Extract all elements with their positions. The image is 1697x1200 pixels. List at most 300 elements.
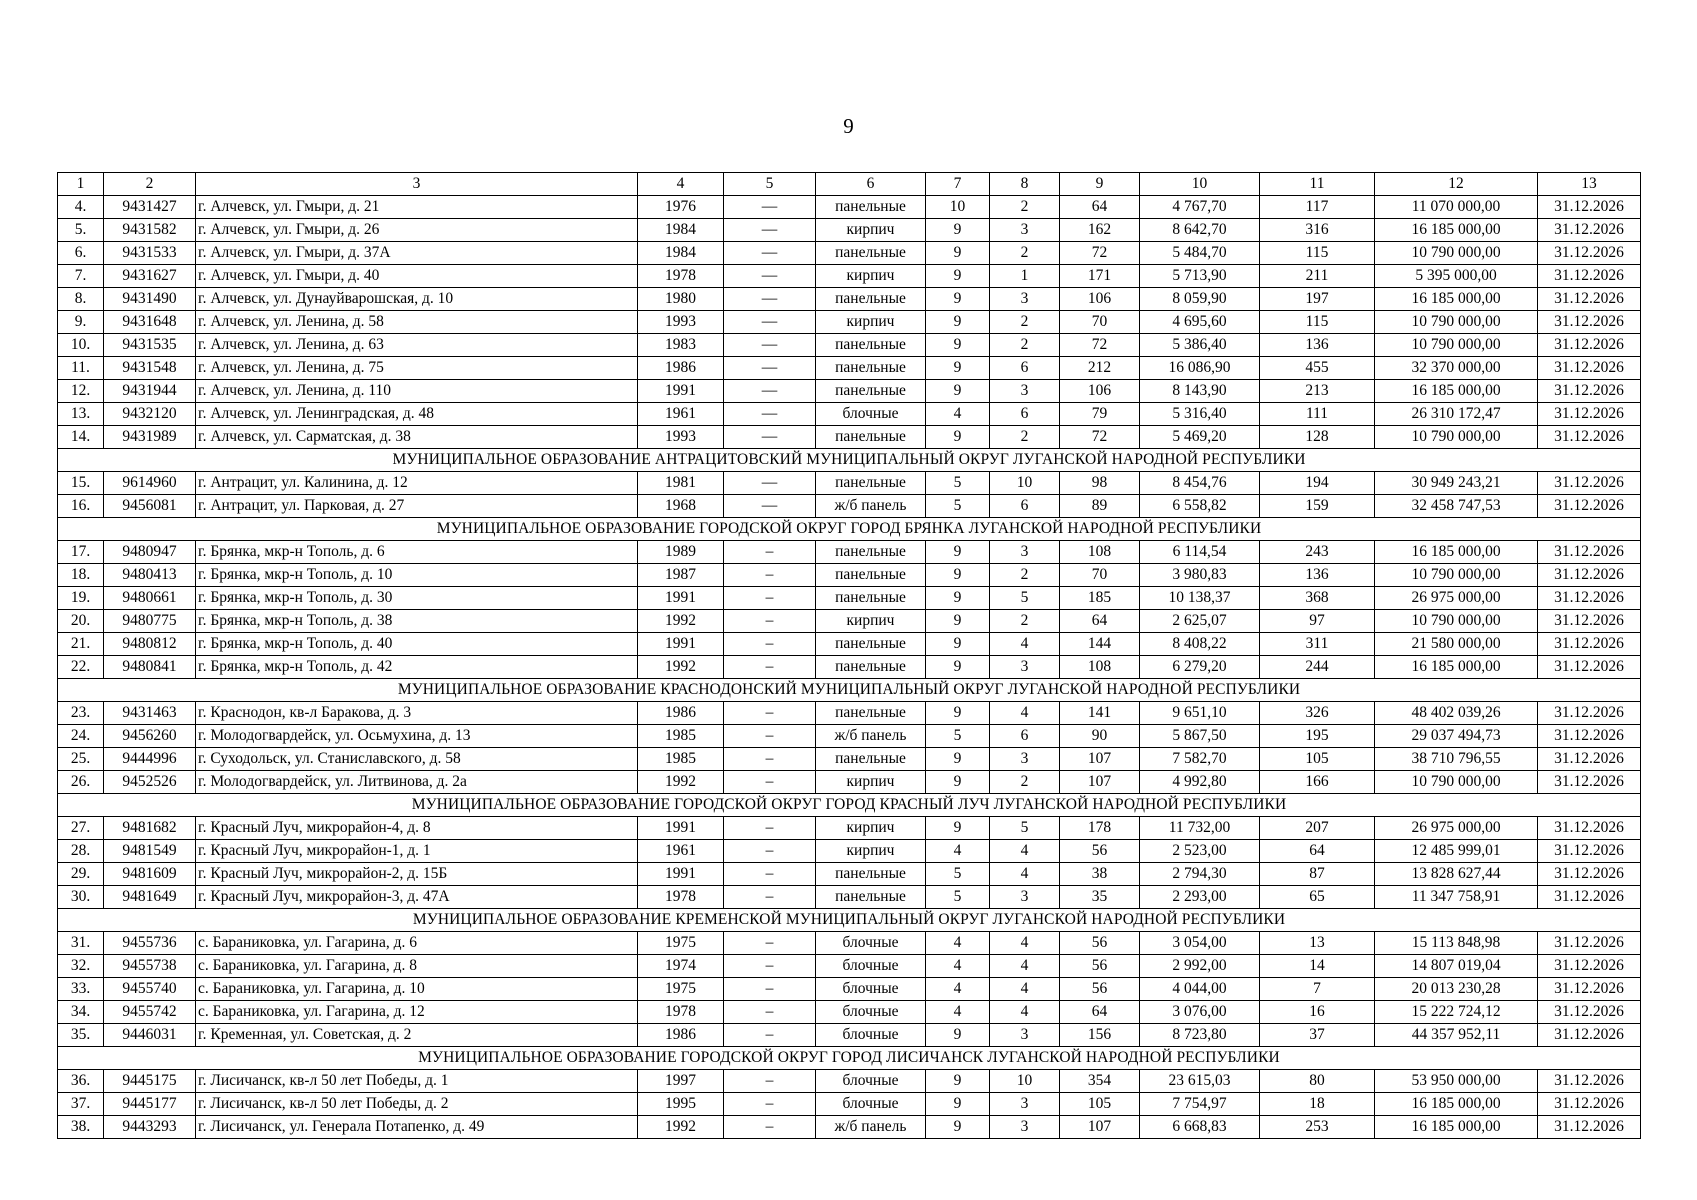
- object-code-cell: 9455742: [104, 1001, 196, 1024]
- address-cell: г. Алчевск, ул. Гмыри, д. 37А: [196, 242, 638, 265]
- page-number: 9: [843, 114, 854, 138]
- address-cell: г. Лисичанск, кв-л 50 лет Победы, д. 2: [196, 1093, 638, 1116]
- object-code-cell: 9445175: [104, 1070, 196, 1093]
- column-header: 9: [1060, 173, 1140, 196]
- table-row: [58, 978, 1641, 1001]
- build-year-cell: 1978: [638, 1001, 724, 1024]
- area-cell: 8 059,90: [1140, 288, 1260, 311]
- area-cell: 4 767,70: [1140, 196, 1260, 219]
- column-header: 1: [58, 173, 104, 196]
- object-code-cell: 9480841: [104, 656, 196, 679]
- column-5-cell: –: [724, 633, 816, 656]
- build-year-cell: 1975: [638, 932, 724, 955]
- floors-cell: 4: [926, 403, 990, 426]
- area-cell: 7 582,70: [1140, 748, 1260, 771]
- apartments-cell: 72: [1060, 334, 1140, 357]
- table-row: [58, 334, 1641, 357]
- section-title: МУНИЦИПАЛЬНОЕ ОБРАЗОВАНИЕ ГОРОДСКОЙ ОКРУГ ГОРОД ЛИСИЧАНСК ЛУГАНСКОЙ НАРОДНОЙ РЕСПУБЛИКИ: [58, 1047, 1641, 1070]
- row-number-cell: 25.: [58, 748, 104, 771]
- section-row: [58, 794, 1641, 817]
- apartments-cell: 35: [1060, 886, 1140, 909]
- build-year-cell: 1986: [638, 1024, 724, 1047]
- wall-material-cell: ж/б панель: [816, 1116, 926, 1139]
- address-cell: г. Суходольск, ул. Станиславского, д. 58: [196, 748, 638, 771]
- object-code-cell: 9481609: [104, 863, 196, 886]
- entrances-cell: 4: [990, 932, 1060, 955]
- object-code-cell: 9431490: [104, 288, 196, 311]
- object-code-cell: 9443293: [104, 1116, 196, 1139]
- column-5-cell: –: [724, 1024, 816, 1047]
- row-number-cell: 7.: [58, 265, 104, 288]
- apartments-cell: 141: [1060, 702, 1140, 725]
- object-code-cell: 9431944: [104, 380, 196, 403]
- apartments-cell: 212: [1060, 357, 1140, 380]
- table-row: [58, 403, 1641, 426]
- area-cell: 5 386,40: [1140, 334, 1260, 357]
- object-code-cell: 9455738: [104, 955, 196, 978]
- column-5-cell: –: [724, 702, 816, 725]
- floors-cell: 9: [926, 242, 990, 265]
- area-cell: 3 054,00: [1140, 932, 1260, 955]
- cost-cell: 21 580 000,00: [1375, 633, 1538, 656]
- wall-material-cell: кирпич: [816, 311, 926, 334]
- table-row: [58, 265, 1641, 288]
- cost-cell: 15 113 848,98: [1375, 932, 1538, 955]
- deadline-cell: 31.12.2026: [1538, 725, 1641, 748]
- object-code-cell: 9431535: [104, 334, 196, 357]
- area-cell: 8 454,76: [1140, 472, 1260, 495]
- floors-cell: 9: [926, 748, 990, 771]
- build-year-cell: 1992: [638, 656, 724, 679]
- floors-cell: 9: [926, 587, 990, 610]
- table-row: [58, 242, 1641, 265]
- wall-material-cell: ж/б панель: [816, 725, 926, 748]
- floors-cell: 5: [926, 725, 990, 748]
- table-row: [58, 311, 1641, 334]
- wall-material-cell: панельные: [816, 633, 926, 656]
- wall-material-cell: кирпич: [816, 265, 926, 288]
- floors-cell: 9: [926, 265, 990, 288]
- table-row: [58, 219, 1641, 242]
- deadline-cell: 31.12.2026: [1538, 817, 1641, 840]
- row-number-cell: 36.: [58, 1070, 104, 1093]
- apartments-cell: 64: [1060, 1001, 1140, 1024]
- deadline-cell: 31.12.2026: [1538, 380, 1641, 403]
- object-code-cell: 9444996: [104, 748, 196, 771]
- entrances-cell: 3: [990, 1024, 1060, 1047]
- deadline-cell: 31.12.2026: [1538, 426, 1641, 449]
- residents-cell: 13: [1260, 932, 1375, 955]
- cost-cell: 16 185 000,00: [1375, 1116, 1538, 1139]
- address-cell: г. Алчевск, ул. Сарматская, д. 38: [196, 426, 638, 449]
- area-cell: 8 143,90: [1140, 380, 1260, 403]
- wall-material-cell: блочные: [816, 978, 926, 1001]
- apartments-cell: 56: [1060, 955, 1140, 978]
- column-header: 12: [1375, 173, 1538, 196]
- entrances-cell: 3: [990, 656, 1060, 679]
- residents-cell: 243: [1260, 541, 1375, 564]
- table-row: [58, 886, 1641, 909]
- row-number-cell: 24.: [58, 725, 104, 748]
- floors-cell: 9: [926, 288, 990, 311]
- address-cell: с. Бараниковка, ул. Гагарина, д. 8: [196, 955, 638, 978]
- deadline-cell: 31.12.2026: [1538, 587, 1641, 610]
- deadline-cell: 31.12.2026: [1538, 656, 1641, 679]
- table-row: [58, 587, 1641, 610]
- area-cell: 3 076,00: [1140, 1001, 1260, 1024]
- entrances-cell: 3: [990, 288, 1060, 311]
- build-year-cell: 1991: [638, 380, 724, 403]
- section-row: [58, 449, 1641, 472]
- wall-material-cell: панельные: [816, 334, 926, 357]
- address-cell: г. Молодогвардейск, ул. Литвинова, д. 2а: [196, 771, 638, 794]
- address-cell: г. Брянка, мкр-н Тополь, д. 40: [196, 633, 638, 656]
- entrances-cell: 2: [990, 334, 1060, 357]
- cost-cell: 48 402 039,26: [1375, 702, 1538, 725]
- entrances-cell: 3: [990, 380, 1060, 403]
- apartments-cell: 108: [1060, 656, 1140, 679]
- wall-material-cell: кирпич: [816, 817, 926, 840]
- wall-material-cell: блочные: [816, 1070, 926, 1093]
- section-row: [58, 1047, 1641, 1070]
- wall-material-cell: панельные: [816, 541, 926, 564]
- deadline-cell: 31.12.2026: [1538, 472, 1641, 495]
- column-header: 2: [104, 173, 196, 196]
- entrances-cell: 2: [990, 771, 1060, 794]
- column-5-cell: –: [724, 587, 816, 610]
- deadline-cell: 31.12.2026: [1538, 978, 1641, 1001]
- build-year-cell: 1983: [638, 334, 724, 357]
- cost-cell: 26 975 000,00: [1375, 817, 1538, 840]
- cost-cell: 26 975 000,00: [1375, 587, 1538, 610]
- apartments-cell: 178: [1060, 817, 1140, 840]
- column-header: 3: [196, 173, 638, 196]
- floors-cell: 9: [926, 702, 990, 725]
- column-header: 5: [724, 173, 816, 196]
- deadline-cell: 31.12.2026: [1538, 1116, 1641, 1139]
- apartments-cell: 144: [1060, 633, 1140, 656]
- apartments-cell: 89: [1060, 495, 1140, 518]
- row-number-cell: 29.: [58, 863, 104, 886]
- floors-cell: 5: [926, 886, 990, 909]
- column-5-cell: –: [724, 886, 816, 909]
- section-row: [58, 909, 1641, 932]
- area-cell: 11 732,00: [1140, 817, 1260, 840]
- column-5-cell: –: [724, 1070, 816, 1093]
- address-cell: г. Антрацит, ул. Калинина, д. 12: [196, 472, 638, 495]
- build-year-cell: 1991: [638, 817, 724, 840]
- address-cell: г. Молодогвардейск, ул. Осьмухина, д. 13: [196, 725, 638, 748]
- apartments-cell: 354: [1060, 1070, 1140, 1093]
- floors-cell: 9: [926, 1116, 990, 1139]
- cost-cell: 10 790 000,00: [1375, 771, 1538, 794]
- column-5-cell: —: [724, 357, 816, 380]
- section-row: [58, 679, 1641, 702]
- row-number-cell: 30.: [58, 886, 104, 909]
- row-number-cell: 20.: [58, 610, 104, 633]
- cost-cell: 10 790 000,00: [1375, 242, 1538, 265]
- entrances-cell: 4: [990, 955, 1060, 978]
- build-year-cell: 1978: [638, 886, 724, 909]
- cost-cell: 20 013 230,28: [1375, 978, 1538, 1001]
- residents-cell: 136: [1260, 334, 1375, 357]
- floors-cell: 9: [926, 426, 990, 449]
- row-number-cell: 21.: [58, 633, 104, 656]
- wall-material-cell: панельные: [816, 380, 926, 403]
- object-code-cell: 9445177: [104, 1093, 196, 1116]
- floors-cell: 9: [926, 633, 990, 656]
- apartments-cell: 64: [1060, 610, 1140, 633]
- build-year-cell: 1989: [638, 541, 724, 564]
- deadline-cell: 31.12.2026: [1538, 265, 1641, 288]
- deadline-cell: 31.12.2026: [1538, 702, 1641, 725]
- area-cell: 5 484,70: [1140, 242, 1260, 265]
- column-5-cell: –: [724, 932, 816, 955]
- residents-cell: 195: [1260, 725, 1375, 748]
- column-5-cell: —: [724, 242, 816, 265]
- area-cell: 8 408,22: [1140, 633, 1260, 656]
- apartments-cell: 56: [1060, 978, 1140, 1001]
- row-number-cell: 12.: [58, 380, 104, 403]
- row-number-cell: 11.: [58, 357, 104, 380]
- cost-cell: 30 949 243,21: [1375, 472, 1538, 495]
- deadline-cell: 31.12.2026: [1538, 840, 1641, 863]
- build-year-cell: 1986: [638, 702, 724, 725]
- table-row: [58, 1070, 1641, 1093]
- column-5-cell: —: [724, 403, 816, 426]
- build-year-cell: 1986: [638, 357, 724, 380]
- apartments-cell: 105: [1060, 1093, 1140, 1116]
- deadline-cell: 31.12.2026: [1538, 1093, 1641, 1116]
- apartments-cell: 70: [1060, 564, 1140, 587]
- apartments-cell: 107: [1060, 1116, 1140, 1139]
- wall-material-cell: блочные: [816, 1093, 926, 1116]
- cost-cell: 53 950 000,00: [1375, 1070, 1538, 1093]
- wall-material-cell: панельные: [816, 196, 926, 219]
- row-number-cell: 33.: [58, 978, 104, 1001]
- residents-cell: 97: [1260, 610, 1375, 633]
- build-year-cell: 1984: [638, 242, 724, 265]
- cost-cell: 10 790 000,00: [1375, 311, 1538, 334]
- object-code-cell: 9446031: [104, 1024, 196, 1047]
- wall-material-cell: блочные: [816, 403, 926, 426]
- object-code-cell: 9431627: [104, 265, 196, 288]
- entrances-cell: 3: [990, 541, 1060, 564]
- floors-cell: 9: [926, 380, 990, 403]
- cost-cell: 16 185 000,00: [1375, 219, 1538, 242]
- build-year-cell: 1992: [638, 610, 724, 633]
- table-row: [58, 1001, 1641, 1024]
- row-number-cell: 35.: [58, 1024, 104, 1047]
- cost-cell: 5 395 000,00: [1375, 265, 1538, 288]
- floors-cell: 4: [926, 840, 990, 863]
- cost-cell: 13 828 627,44: [1375, 863, 1538, 886]
- object-code-cell: 9481549: [104, 840, 196, 863]
- residents-cell: 207: [1260, 817, 1375, 840]
- address-cell: г. Брянка, мкр-н Тополь, д. 38: [196, 610, 638, 633]
- table-row: [58, 771, 1641, 794]
- table-row: [58, 817, 1641, 840]
- wall-material-cell: панельные: [816, 863, 926, 886]
- residents-cell: 128: [1260, 426, 1375, 449]
- residents-cell: 80: [1260, 1070, 1375, 1093]
- row-number-cell: 32.: [58, 955, 104, 978]
- residents-cell: 37: [1260, 1024, 1375, 1047]
- residents-cell: 87: [1260, 863, 1375, 886]
- entrances-cell: 10: [990, 1070, 1060, 1093]
- build-year-cell: 1987: [638, 564, 724, 587]
- object-code-cell: 9456260: [104, 725, 196, 748]
- build-year-cell: 1985: [638, 748, 724, 771]
- table-row: [58, 426, 1641, 449]
- column-header: 10: [1140, 173, 1260, 196]
- table-row: [58, 196, 1641, 219]
- column-header: 11: [1260, 173, 1375, 196]
- row-number-cell: 31.: [58, 932, 104, 955]
- row-number-cell: 8.: [58, 288, 104, 311]
- entrances-cell: 2: [990, 242, 1060, 265]
- address-cell: г. Краснодон, кв-л Баракова, д. 3: [196, 702, 638, 725]
- residents-cell: 326: [1260, 702, 1375, 725]
- column-5-cell: –: [724, 656, 816, 679]
- residents-cell: 197: [1260, 288, 1375, 311]
- area-cell: 2 794,30: [1140, 863, 1260, 886]
- build-year-cell: 1992: [638, 1116, 724, 1139]
- housing-table: [57, 172, 1641, 1139]
- table-row: [58, 357, 1641, 380]
- entrances-cell: 6: [990, 403, 1060, 426]
- apartments-cell: 107: [1060, 748, 1140, 771]
- area-cell: 4 044,00: [1140, 978, 1260, 1001]
- area-cell: 4 695,60: [1140, 311, 1260, 334]
- address-cell: г. Лисичанск, кв-л 50 лет Победы, д. 1: [196, 1070, 638, 1093]
- floors-cell: 9: [926, 817, 990, 840]
- apartments-cell: 56: [1060, 840, 1140, 863]
- build-year-cell: 1976: [638, 196, 724, 219]
- deadline-cell: 31.12.2026: [1538, 288, 1641, 311]
- wall-material-cell: кирпич: [816, 771, 926, 794]
- floors-cell: 9: [926, 334, 990, 357]
- row-number-cell: 13.: [58, 403, 104, 426]
- object-code-cell: 9455736: [104, 932, 196, 955]
- residents-cell: 159: [1260, 495, 1375, 518]
- object-code-cell: 9431548: [104, 357, 196, 380]
- entrances-cell: 3: [990, 1116, 1060, 1139]
- row-number-cell: 9.: [58, 311, 104, 334]
- floors-cell: 9: [926, 771, 990, 794]
- column-5-cell: –: [724, 978, 816, 1001]
- address-cell: г. Алчевск, ул. Ленина, д. 75: [196, 357, 638, 380]
- table-row: [58, 472, 1641, 495]
- cost-cell: 10 790 000,00: [1375, 334, 1538, 357]
- apartments-cell: 98: [1060, 472, 1140, 495]
- object-code-cell: 9452526: [104, 771, 196, 794]
- area-cell: 6 558,82: [1140, 495, 1260, 518]
- table-row: [58, 840, 1641, 863]
- residents-cell: 455: [1260, 357, 1375, 380]
- table-row: [58, 863, 1641, 886]
- table-row: [58, 1024, 1641, 1047]
- entrances-cell: 4: [990, 863, 1060, 886]
- area-cell: 6 114,54: [1140, 541, 1260, 564]
- wall-material-cell: панельные: [816, 357, 926, 380]
- cost-cell: 11 070 000,00: [1375, 196, 1538, 219]
- entrances-cell: 4: [990, 840, 1060, 863]
- cost-cell: 11 347 758,91: [1375, 886, 1538, 909]
- deadline-cell: 31.12.2026: [1538, 403, 1641, 426]
- area-cell: 2 992,00: [1140, 955, 1260, 978]
- build-year-cell: 1991: [638, 633, 724, 656]
- deadline-cell: 31.12.2026: [1538, 357, 1641, 380]
- residents-cell: 166: [1260, 771, 1375, 794]
- column-5-cell: –: [724, 725, 816, 748]
- deadline-cell: 31.12.2026: [1538, 886, 1641, 909]
- apartments-cell: 70: [1060, 311, 1140, 334]
- entrances-cell: 2: [990, 311, 1060, 334]
- build-year-cell: 1980: [638, 288, 724, 311]
- object-code-cell: 9431533: [104, 242, 196, 265]
- wall-material-cell: панельные: [816, 702, 926, 725]
- address-cell: г. Брянка, мкр-н Тополь, д. 30: [196, 587, 638, 610]
- column-5-cell: –: [724, 1116, 816, 1139]
- apartments-cell: 38: [1060, 863, 1140, 886]
- address-cell: г. Брянка, мкр-н Тополь, д. 42: [196, 656, 638, 679]
- wall-material-cell: кирпич: [816, 610, 926, 633]
- section-row: [58, 518, 1641, 541]
- address-cell: г. Антрацит, ул. Парковая, д. 27: [196, 495, 638, 518]
- cost-cell: 44 357 952,11: [1375, 1024, 1538, 1047]
- deadline-cell: 31.12.2026: [1538, 1070, 1641, 1093]
- deadline-cell: 31.12.2026: [1538, 633, 1641, 656]
- residents-cell: 18: [1260, 1093, 1375, 1116]
- residents-cell: 16: [1260, 1001, 1375, 1024]
- apartments-cell: 106: [1060, 380, 1140, 403]
- row-number-cell: 27.: [58, 817, 104, 840]
- column-header: 8: [990, 173, 1060, 196]
- column-5-cell: –: [724, 955, 816, 978]
- entrances-cell: 10: [990, 472, 1060, 495]
- row-number-cell: 38.: [58, 1116, 104, 1139]
- address-cell: г. Алчевск, ул. Гмыри, д. 26: [196, 219, 638, 242]
- build-year-cell: 1993: [638, 426, 724, 449]
- deadline-cell: 31.12.2026: [1538, 955, 1641, 978]
- wall-material-cell: панельные: [816, 748, 926, 771]
- table-row: [58, 725, 1641, 748]
- row-number-cell: 17.: [58, 541, 104, 564]
- apartments-cell: 79: [1060, 403, 1140, 426]
- row-number-cell: 16.: [58, 495, 104, 518]
- row-number-cell: 37.: [58, 1093, 104, 1116]
- column-5-cell: –: [724, 1001, 816, 1024]
- table-row: [58, 610, 1641, 633]
- column-5-cell: –: [724, 863, 816, 886]
- wall-material-cell: блочные: [816, 1001, 926, 1024]
- area-cell: 2 523,00: [1140, 840, 1260, 863]
- object-code-cell: 9614960: [104, 472, 196, 495]
- build-year-cell: 1997: [638, 1070, 724, 1093]
- address-cell: г. Алчевск, ул. Ленина, д. 110: [196, 380, 638, 403]
- entrances-cell: 4: [990, 978, 1060, 1001]
- residents-cell: 311: [1260, 633, 1375, 656]
- column-header: 13: [1538, 173, 1641, 196]
- table-row: [58, 495, 1641, 518]
- deadline-cell: 31.12.2026: [1538, 564, 1641, 587]
- row-number-cell: 10.: [58, 334, 104, 357]
- area-cell: 5 713,90: [1140, 265, 1260, 288]
- address-cell: г. Алчевск, ул. Ленинградская, д. 48: [196, 403, 638, 426]
- deadline-cell: 31.12.2026: [1538, 771, 1641, 794]
- table-row: [58, 656, 1641, 679]
